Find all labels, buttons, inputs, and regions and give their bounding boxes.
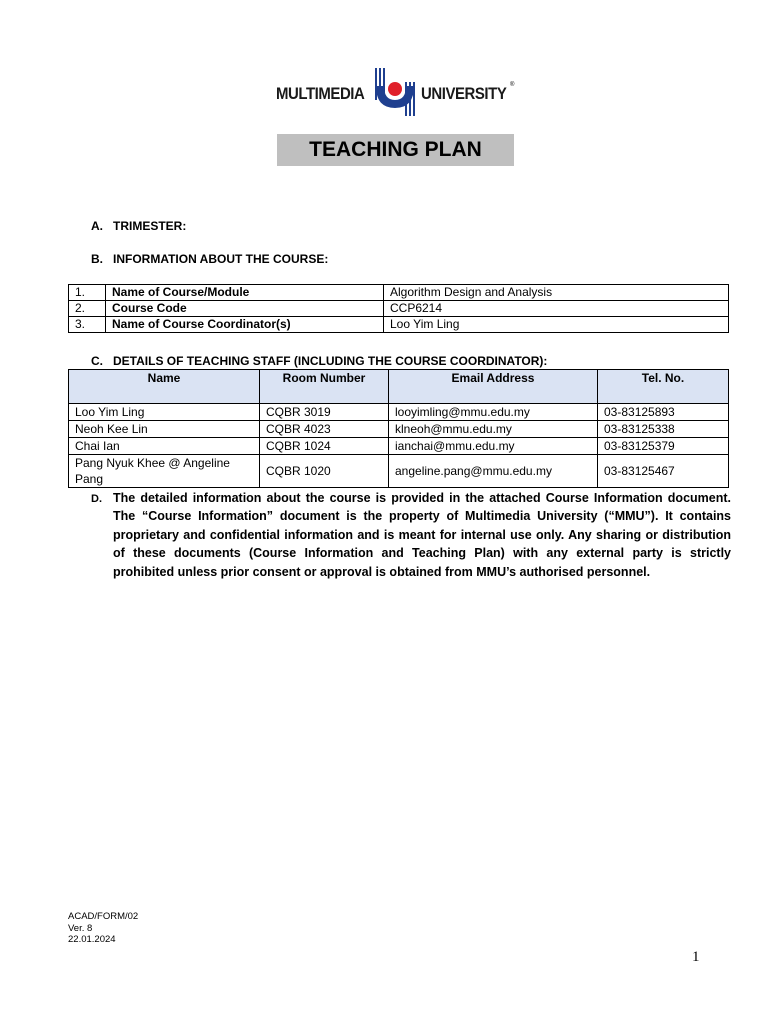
section-a-heading	[91, 219, 186, 233]
section-d-paragraph	[91, 489, 731, 581]
registered-mark: ®	[510, 82, 515, 88]
table-row	[69, 421, 729, 438]
row-label: Course Code	[106, 301, 384, 317]
row-number: 1.	[69, 285, 106, 301]
section-d-text: The detailed information about the course is provided in the attached Course Information document. The “Course Information” document is the property of Multimedia University (“MMU”). It contains proprietary and confidential information and is meant for internal use only. Any sharing or distribution of these documents (Course Information and Teaching Plan) with any external party is strictly prohibited unless prior consent or approval is obtained from MMU’s authorised personnel.	[113, 491, 731, 579]
form-code: ACAD/FORM/02	[68, 911, 139, 922]
staff-email: klneoh@mmu.edu.my	[389, 421, 598, 438]
section-a-letter: A.	[91, 219, 103, 233]
page-title: TEACHING PLAN	[277, 134, 514, 166]
staff-email: ianchai@mmu.edu.my	[389, 438, 598, 455]
course-info-table	[68, 284, 729, 333]
section-c-letter: C.	[91, 354, 103, 368]
form-date: 22.01.2024	[68, 934, 116, 945]
staff-email: looyimling@mmu.edu.my	[389, 404, 598, 421]
staff-room: CQBR 4023	[260, 421, 389, 438]
table-row	[69, 301, 729, 317]
row-value: CCP6214	[384, 301, 729, 317]
row-label: Name of Course Coordinator(s)	[106, 317, 384, 333]
table-row	[69, 404, 729, 421]
mmu-logo	[276, 68, 526, 118]
header-email: Email Address	[389, 370, 598, 404]
row-number: 2.	[69, 301, 106, 317]
form-version: Ver. 8	[68, 922, 93, 934]
staff-name: Pang Nyuk Khee @ Angeline Pang	[69, 455, 260, 488]
logo-word-university: UNIVERSITY	[421, 84, 507, 103]
page-number: 1	[692, 949, 700, 965]
table-header-row	[69, 370, 729, 404]
section-b-label: INFORMATION ABOUT THE COURSE:	[113, 252, 329, 266]
table-row	[69, 285, 729, 301]
row-label: Name of Course/Module	[106, 285, 384, 301]
staff-tel: 03-83125338	[598, 421, 729, 438]
logo-word-multimedia: MULTIMEDIA	[276, 84, 365, 103]
staff-name: Chai Ian	[69, 438, 260, 455]
row-value: Algorithm Design and Analysis	[384, 285, 729, 301]
row-value: Loo Yim Ling	[384, 317, 729, 333]
section-b-heading	[91, 252, 328, 266]
staff-tel: 03-83125893	[598, 404, 729, 421]
section-b-letter: B.	[91, 252, 103, 266]
header-room: Room Number	[260, 370, 389, 404]
section-a-label: TRIMESTER:	[113, 219, 187, 233]
staff-email: angeline.pang@mmu.edu.my	[389, 455, 598, 488]
section-c-label: DETAILS OF TEACHING STAFF (INCLUDING THE COURSE COORDINATOR):	[113, 354, 548, 368]
teaching-staff-table	[68, 369, 729, 488]
row-number: 3.	[69, 317, 106, 333]
form-footer	[68, 911, 138, 946]
section-c-heading	[91, 354, 547, 368]
table-row	[69, 438, 729, 455]
section-d-letter: D.	[91, 493, 102, 505]
staff-room: CQBR 3019	[260, 404, 389, 421]
staff-room: CQBR 1020	[260, 455, 389, 488]
staff-tel: 03-83125379	[598, 438, 729, 455]
header-name: Name	[69, 370, 260, 404]
staff-tel: 03-83125467	[598, 455, 729, 488]
mmu-emblem-icon	[372, 68, 418, 118]
staff-name: Neoh Kee Lin	[69, 421, 260, 438]
table-row	[69, 317, 729, 333]
header-tel: Tel. No.	[598, 370, 729, 404]
staff-name: Loo Yim Ling	[69, 404, 260, 421]
staff-room: CQBR 1024	[260, 438, 389, 455]
table-row	[69, 455, 729, 488]
